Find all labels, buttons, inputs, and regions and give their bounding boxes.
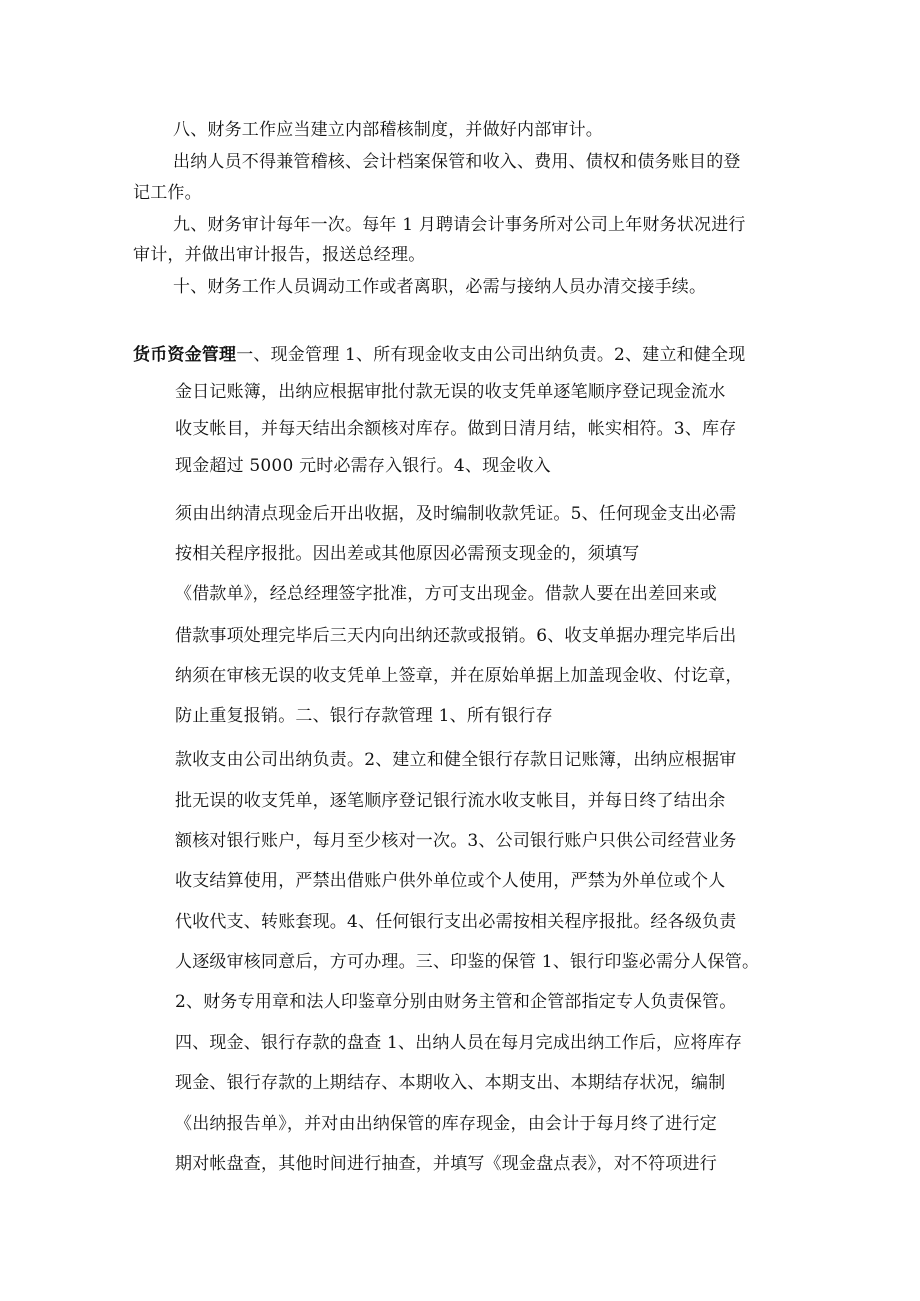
money-line-19: 《出纳报告单》，并对由出纳保管的库存现金，由会计于每月终了进行定 bbox=[175, 1114, 717, 1134]
money-line-7: 借款事项处理完毕后三天内向出纳还款或报销。6、收支单据办理完毕后出 bbox=[175, 626, 737, 646]
money-line-12: 额核对银行账户，每月至少核对一次。3、公司银行账户只供公司经营业务 bbox=[175, 831, 737, 851]
money-line-4: 须由出纳清点现金后开出收据，及时编制收款凭证。5、任何现金支出必需 bbox=[175, 504, 737, 524]
money-line-9: 防止重复报销。二、银行存款管理 1、所有银行存 bbox=[175, 706, 553, 726]
money-line-16: 2、财务专用章和法人印鉴章分别由财务主管和企管部指定专人负责保管。 bbox=[175, 992, 737, 1012]
money-line-13: 收支结算使用，严禁出借账户供外单位或个人使用，严禁为外单位或个人 bbox=[175, 871, 726, 891]
money-line-8: 纳须在审核无误的收支凭单上签章，并在原始单据上加盖现金收、付讫章， bbox=[175, 666, 743, 686]
money-line-17: 四、现金、银行存款的盘查 1、出纳人员在每月完成出纳工作后，应将库存 bbox=[175, 1033, 743, 1053]
money-line-1: 金日记账簿，出纳应根据审批付款无误的收支凭单逐笔顺序登记现金流水 bbox=[175, 382, 726, 402]
money-line-3: 现金超过 5000 元时必需存入银行。4、现金收入 bbox=[175, 456, 551, 476]
paragraph-nine-line-1: 九、财务审计每年一次。每年 1 月聘请会计事务所对公司上年财务状况进行 bbox=[173, 215, 746, 235]
money-section-first-line bbox=[133, 343, 745, 367]
money-line-6: 《借款单》，经总经理签字批准，方可支出现金。借款人要在出差回来或 bbox=[175, 584, 717, 604]
money-line-20: 期对帐盘查，其他时间进行抽查，并填写《现金盘点表》，对不符项进行 bbox=[175, 1154, 717, 1174]
money-line-14: 代收代支、转账套现。4、任何银行支出必需按相关程序报批。经各级负责 bbox=[175, 912, 737, 932]
section-heading: 货币资金管理 bbox=[133, 345, 237, 365]
money-line-5: 按相关程序报批。因出差或其他原因必需预支现金的，须填写 bbox=[175, 544, 640, 564]
paragraph-eight-note-line-1: 出纳人员不得兼管稽核、会计档案保管和收入、费用、债权和债务账目的登 bbox=[173, 152, 741, 172]
money-line-18: 现金、银行存款的上期结存、本期收入、本期支出、本期结存状况，编制 bbox=[175, 1073, 726, 1093]
money-line-0: 一、现金管理 1、所有现金收支由公司出纳负责。2、建立和健全现 bbox=[236, 345, 746, 365]
paragraph-ten: 十、财务工作人员调动工作或者离职，必需与接纳人员办清交接手续。 bbox=[173, 277, 707, 297]
money-line-2: 收支帐目，并每天结出余额核对库存。做到日清月结，帐实相符。3、库存 bbox=[175, 419, 737, 439]
paragraph-eight: 八、财务工作应当建立内部稽核制度，并做好内部审计。 bbox=[173, 120, 603, 140]
money-line-11: 批无误的收支凭单，逐笔顺序登记银行流水收支帐目，并每日终了结出余 bbox=[175, 791, 726, 811]
paragraph-nine-line-2: 审计，并做出审计报告，报送总经理。 bbox=[133, 245, 426, 265]
money-line-15: 人逐级审核同意后，方可办理。三、印鉴的保管 1、银行印鉴必需分人保管。 bbox=[175, 952, 760, 972]
money-line-10: 款收支由公司出纳负责。2、建立和健全银行存款日记账簿，出纳应根据审 bbox=[175, 750, 737, 770]
paragraph-eight-note-line-2: 记工作。 bbox=[133, 183, 202, 203]
